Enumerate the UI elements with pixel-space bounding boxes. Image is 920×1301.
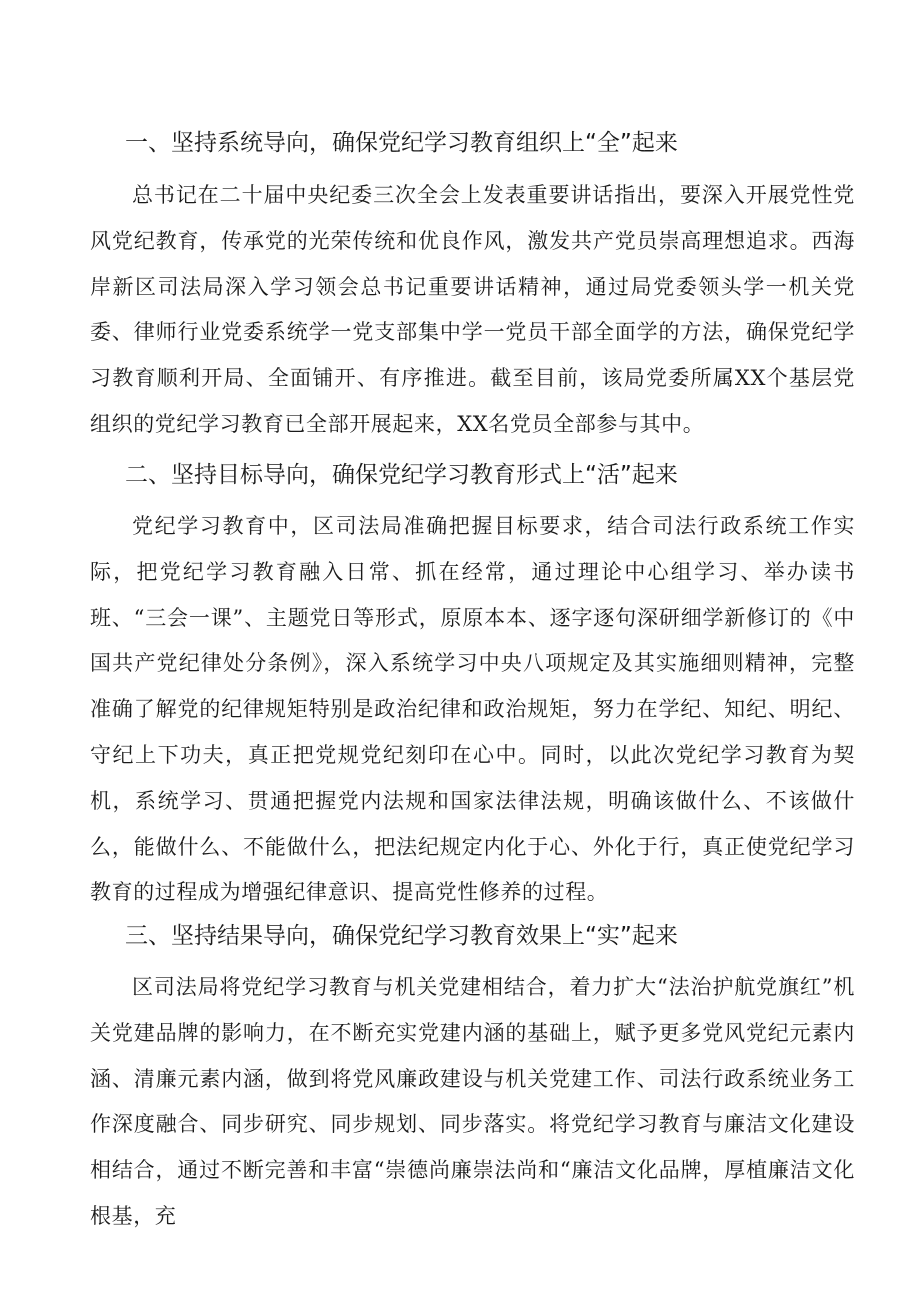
section-2-paragraph: 党纪学习教育中，区司法局准确把握目标要求，结合司法行政系统工作实际，把党纪学习教育融入日常、抓在经常，通过理论中心组学习、举办读书班、“三会一课”、主题党日等形式，原原本本、逐字逐句深研细学新修订的《中国共产党纪律处分条例》，深入系统学习中央八项规定及其实施细则精神，完整准确了解党的纪律规矩特别是政治纪律和政治规矩，努力在学纪、知纪、明纪、守纪上下功夫，真正把党规党纪刻印在心中。同时，以此次党纪学习教育为契机，系统学习、贯通把握党内法规和国家法律法规，明确该做什么、不该做什么，能做什么、不能做什么，把法纪规定内化于心、外化于行，真正使党纪学习教育的过程成为增强纪律意识、提高党性修养的过程。 (90, 514, 855, 905)
section-1-heading: 一、坚持系统导向，确保党纪学习教育组织上“全”起来 (125, 130, 678, 156)
section-3-paragraph: 区司法局将党纪学习教育与机关党建相结合，着力扩大“法治护航党旗红”机关党建品牌的影响力，在不断充实党建内涵的基础上，赋予更多党风党纪元素内涵、清廉元素内涵，做到将党风廉政建设与机关党建工作、司法行政系统业务工作深度融合、同步研究、同步规划、同步落实。将党纪学习教育与廉洁文化建设相结合，通过不断完善和丰富“崇德尚廉崇法尚和“廉洁文化品牌，厚植廉洁文化根基，充 (90, 975, 855, 1228)
section-3-heading: 三、坚持结果导向，确保党纪学习教育效果上“实”起来 (125, 923, 678, 949)
section-1-paragraph: 总书记在二十届中央纪委三次全会上发表重要讲话指出，要深入开展党性党风党纪教育，传承党的光荣传统和优良作风，激发共产党员崇高理想追求。西海岸新区司法局深入学习领会总书记重要讲话精神，通过局党委领头学一机关党委、律师行业党委系统学一党支部集中学一党员干部全面学的方法，确保党纪学习教育顺利开局、全面铺开、有序推进。截至目前，该局党委所属XX个基层党组织的党纪学习教育已全部开展起来，XX名党员全部参与其中。 (90, 183, 855, 436)
section-2-heading: 二、坚持目标导向，确保党纪学习教育形式上“活”起来 (125, 462, 678, 488)
